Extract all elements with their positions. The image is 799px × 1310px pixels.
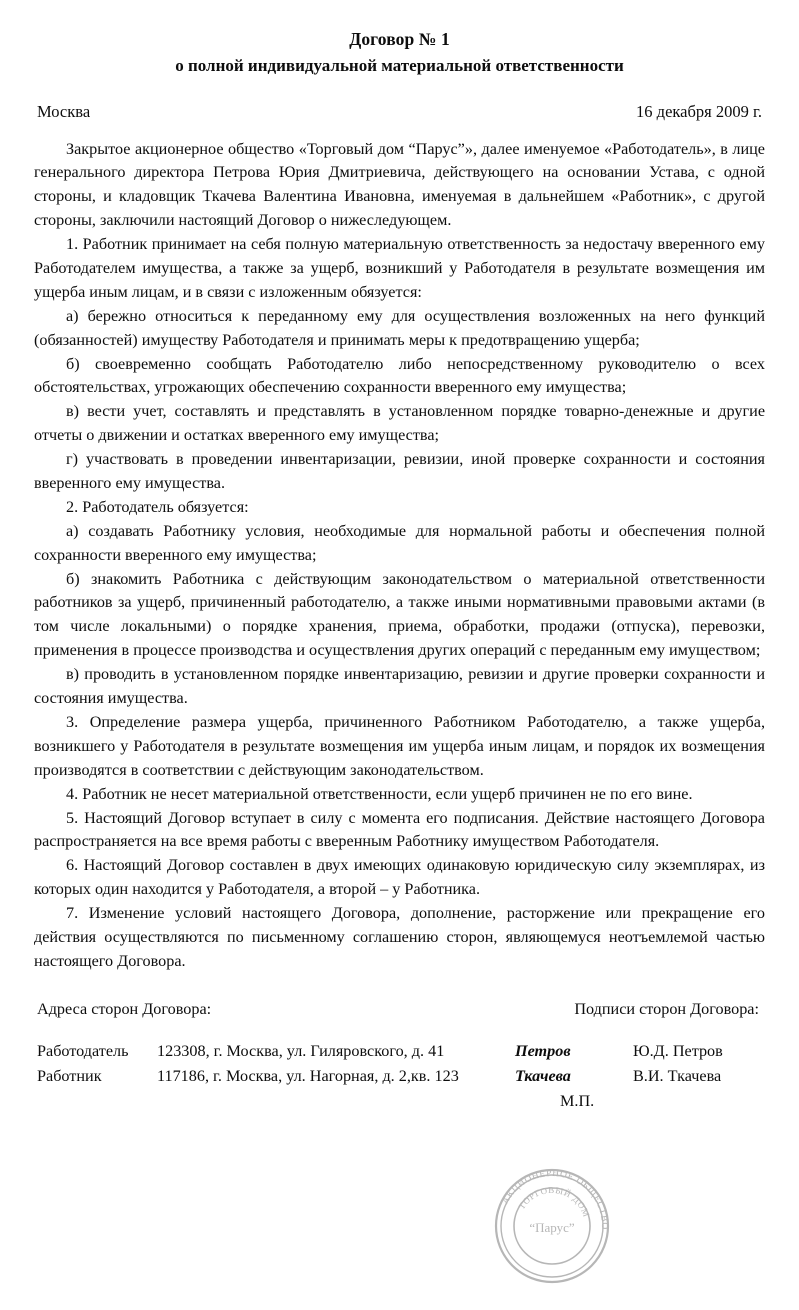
svg-text:АКЦИОНЕРНОЕ ОБЩЕСТВО: АКЦИОНЕРНОЕ ОБЩЕСТВО (500, 1168, 610, 1230)
party-signature: Петров (515, 1041, 571, 1060)
signatures-table (34, 1039, 765, 1114)
party-role: Работник (37, 1066, 102, 1085)
party-name: Ю.Д. Петров (633, 1041, 723, 1060)
paragraph: 1. Работник принимает на себя полную материальную ответственность за недостачу вверенного ему Работодателем имущества, а также за ущерб, возникший у Работодателя в результате возмещения им ущерба иным лицам, и в связи с изложенным обязуется: (34, 235, 765, 301)
party-signature: Ткачева (515, 1066, 571, 1085)
paragraph: Закрытое акционерное общество «Торговый дом “Парус”», далее именуемое «Работодатель», в лице генерального директора Петрова Юрия Дмитриевича, действующего на основании Устава, с одной стороны, и кладовщик Ткачева Валентина Ивановна, именуемая в дальнейшем «Работник», с другой стороны, заключили настоящий Договор о нижеследующем. (34, 139, 765, 230)
party-name: В.И. Ткачева (633, 1066, 722, 1085)
paragraph: 7. Изменение условий настоящего Договора, дополнение, расторжение или прекращение его действия осуществляются по письменному соглашению сторон, являющемуся неотъемлемой частью настоящего Договора. (34, 904, 765, 970)
title-line-2: о полной индивидуальной материальной ответственности (175, 55, 624, 75)
title-line-1: Договор № 1 (349, 29, 450, 49)
paragraph: 5. Настоящий Договор вступает в силу с момента его подписания. Действие настоящего Договора распространяется на все время работы с вверенным Работнику имуществом Работодателя. (34, 808, 765, 851)
city-date-row (34, 102, 765, 122)
paragraph: 4. Работник не несет материальной ответственности, если ущерб причинен не по его вине. (66, 784, 693, 803)
date-label: 16 декабря 2009 г. (636, 101, 762, 121)
paragraph: в) проводить в установленном порядке инвентаризацию, ревизии и другие проверки сохранности и состояния имущества. (34, 665, 765, 708)
company-stamp-icon (488, 1162, 616, 1290)
paragraph: а) создавать Работнику условия, необходимые для нормальной работы и обеспечения полной сохранности вверенного ему имущества; (34, 521, 765, 564)
paragraph: г) участвовать в проведении инвентаризации, ревизии, иной проверке сохранности и состояния вверенного ему имущества. (34, 450, 765, 493)
city-label: Москва (37, 101, 91, 121)
addresses-heading: Адреса сторон Договора: (37, 999, 212, 1018)
paragraph: 6. Настоящий Договор составлен в двух имеющих одинаковую юридическую силу экземплярах, из которых один находится у Работодателя, а второй – у Работника. (34, 856, 765, 899)
paragraph: 2. Работодатель обязуется: (66, 497, 249, 516)
paragraph: а) бережно относиться к переданному ему для осуществления возложенных на него функций (обязанностей) имуществу Работодателя и принимать меры к предотвращению ущерба; (34, 306, 765, 349)
paragraph: б) знакомить Работника с действующим законодательством о материальной ответственности работников за ущерб, причиненный работодателю, а также иными нормативными правовыми актами (в том числе локальными) о порядке хранения, приема, обработки, продажи (отпуска), перевозки, применения в процессе производства и осуществления других операций с переданным ему имуществом; (34, 569, 765, 660)
signatures-heading: Подписи сторон Договора: (574, 999, 759, 1018)
svg-text:“Парус”: “Парус” (529, 1220, 575, 1235)
svg-text:ТОРГОВЫЙ ДОМ: ТОРГОВЫЙ ДОМ (516, 1184, 592, 1219)
signatures-headings (34, 1000, 765, 1019)
document-body (34, 138, 765, 974)
party-address: 123308, г. Москва, ул. Гиляровского, д. 41 (157, 1041, 445, 1060)
mp-label: М.П. (560, 1091, 595, 1110)
party-role: Работодатель (37, 1041, 129, 1060)
party-address: 117186, г. Москва, ул. Нагорная, д. 2,кв. 123 (157, 1066, 459, 1085)
document-title (34, 28, 765, 78)
table-row (34, 1064, 765, 1089)
table-row (34, 1039, 765, 1064)
paragraph: б) своевременно сообщать Работодателю либо непосредственному руководителю о всех обстоятельствах, угрожающих обеспечению сохранности вверенного ему имущества; (34, 354, 765, 397)
paragraph: в) вести учет, составлять и представлять в установленном порядке товарно-денежные и другие отчеты о движении и остатках вверенного ему имущества; (34, 402, 765, 445)
paragraph: 3. Определение размера ущерба, причиненного Работником Работодателю, а также ущерба, возникшего у Работодателя в результате возмещения им ущерба иным лицам, и порядок их возмещения производятся в соответствии с действующим законодательством. (34, 712, 765, 779)
